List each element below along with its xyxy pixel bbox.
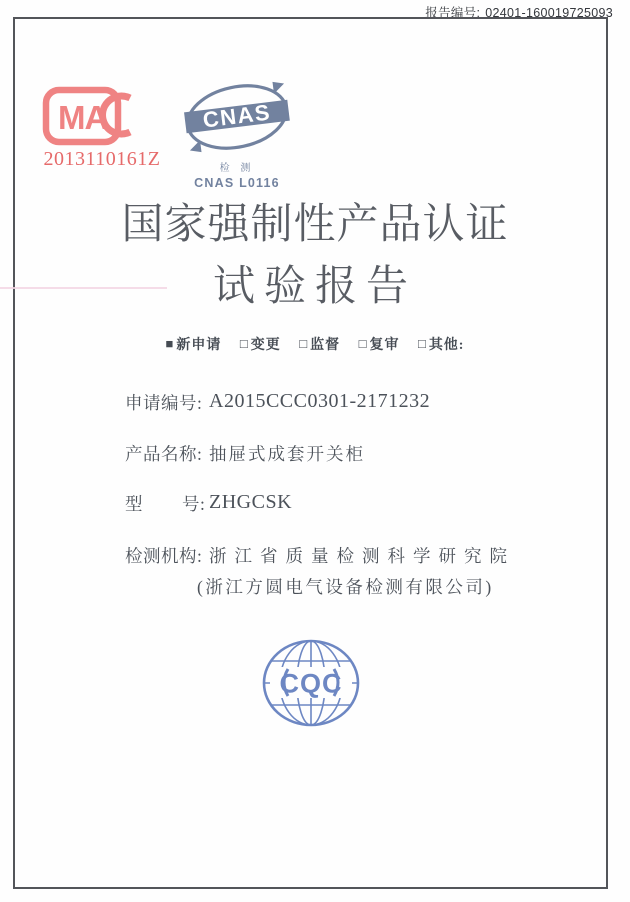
unchecked-box-icon: □ xyxy=(417,336,427,351)
field-application-number xyxy=(125,390,430,415)
field-label: 型 号: xyxy=(125,494,206,514)
checkbox-other xyxy=(418,338,465,353)
checkbox-label: 复审 xyxy=(369,338,400,353)
checkbox-label: 新申请 xyxy=(176,338,222,353)
checkbox-label: 其他: xyxy=(428,338,465,353)
cqc-logo xyxy=(261,638,361,728)
field-product-name xyxy=(125,441,365,466)
svg-text:CQC: CQC xyxy=(279,668,343,699)
cnas-caption: 检 测 xyxy=(219,163,255,174)
cnas-mark-icon xyxy=(182,80,292,156)
field-label: 产品名称: xyxy=(125,444,203,464)
cqc-globe-icon xyxy=(261,638,361,728)
checkbox-label: 监督 xyxy=(310,338,341,353)
checkbox-new-application xyxy=(166,338,222,353)
field-value: 浙江省质量检测科学研究院 xyxy=(209,546,515,566)
checked-box-icon: ■ xyxy=(165,336,175,351)
checkbox-review xyxy=(359,338,400,353)
unchecked-box-icon: □ xyxy=(358,336,368,351)
cma-certificate-number: 2013110161Z xyxy=(43,148,161,170)
field-label: 申请编号: xyxy=(125,393,203,413)
checkbox-label: 变更 xyxy=(250,338,281,353)
field-label: 检测机构: xyxy=(125,546,203,566)
field-value: ZHGCSK xyxy=(209,491,293,513)
cma-logo xyxy=(42,86,162,171)
document-title-line1: 国家强制性产品认证 xyxy=(121,202,509,248)
field-value-secondary: (浙江方圆电气设备检测有限公司) xyxy=(197,577,494,597)
report-number-value: 02401-160019725093 xyxy=(485,6,613,20)
svg-text:CNAS: CNAS xyxy=(201,99,273,133)
checkbox-change xyxy=(240,338,281,353)
field-value: 抽屉式成套开关柜 xyxy=(209,444,365,464)
document-title xyxy=(0,200,630,313)
cnas-accreditation-number: CNAS L0116 xyxy=(194,176,280,190)
unchecked-box-icon: □ xyxy=(299,336,309,351)
document-title-line2: 试验报告 xyxy=(212,264,417,311)
field-testing-institution xyxy=(125,543,515,599)
svg-text:MA: MA xyxy=(58,99,108,136)
field-value: A2015CCC0301-2171232 xyxy=(209,390,431,412)
field-model-number xyxy=(125,491,292,516)
checkbox-supervision xyxy=(299,338,340,353)
cnas-logo xyxy=(182,80,292,190)
application-type-options xyxy=(0,334,630,354)
report-number-label: 报告编号: xyxy=(425,6,481,20)
unchecked-box-icon: □ xyxy=(239,336,249,351)
cma-mark-icon xyxy=(42,86,138,146)
